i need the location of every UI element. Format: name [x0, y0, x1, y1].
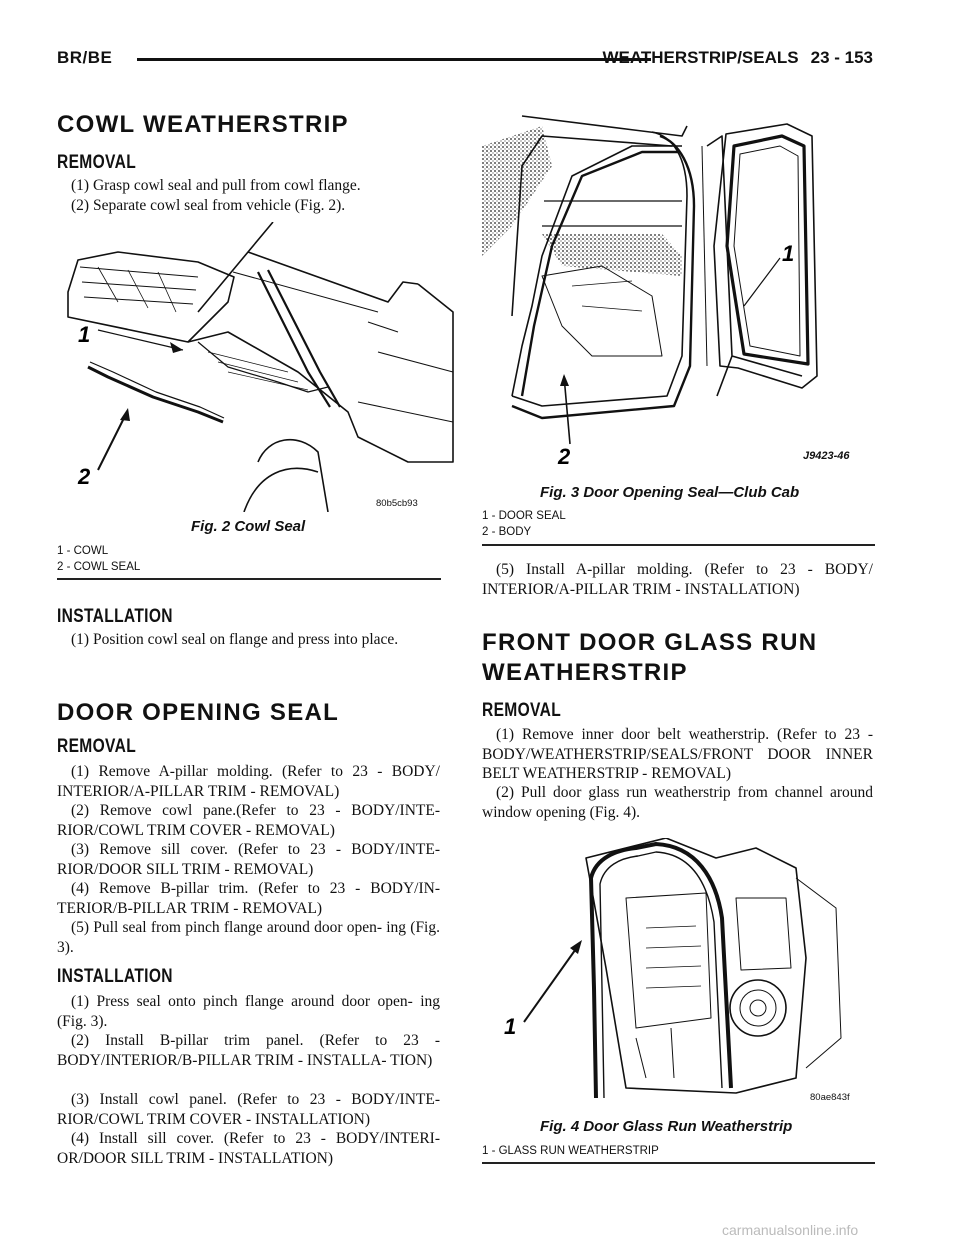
cowl-removal-step-2: (2) Separate cowl seal from vehicle (Fig. 2).: [71, 197, 346, 214]
model-code: BR/BE: [57, 48, 113, 67]
door-removal-step-3: (3) Remove sill cover. (Refer to 23 - BODY/INTE- RIOR/DOOR SILL TRIM - REMOVAL): [57, 841, 440, 878]
glass-run-title-line-2: WEATHERSTRIP: [482, 659, 688, 686]
fig3-code: J9423-46: [803, 450, 850, 462]
cowl-title: COWL WEATHERSTRIP: [57, 111, 349, 138]
header-rule: [137, 58, 651, 61]
door-removal-step-5: (5) Pull seal from pinch flange around door open- ing (Fig. 3).: [57, 919, 440, 956]
fig3-callout-2: 2: [558, 444, 571, 469]
door-removal-step-4: (4) Remove B-pillar trim. (Refer to 23 - BODY/IN- TERIOR/B-PILLAR TRIM - REMOVAL): [57, 880, 440, 917]
door-installation-heading: INSTALLATION: [57, 966, 173, 987]
cowl-installation-heading: INSTALLATION: [57, 606, 173, 627]
fig2-legend-1: 1 - COWL: [57, 545, 109, 557]
glass-run-weatherstrip-illustration: [496, 838, 876, 1100]
fig3-legend-2: 2 - BODY: [482, 526, 532, 538]
door-installation-step-5: (5) Install A-pillar molding. (Refer to 23 - BODY/ INTERIOR/A-PILLAR TRIM - INSTALLATION): [482, 561, 873, 598]
door-opening-seal-illustration: [482, 106, 874, 470]
watermark: carmanualsonline.info: [722, 1222, 859, 1238]
door-removal-step-2: (2) Remove cowl pane.(Refer to 23 - BODY/INTE- RIOR/COWL TRIM COVER - REMOVAL): [57, 802, 440, 839]
cowl-seal-illustration: [58, 222, 458, 512]
fig2-caption: Fig. 2 Cowl Seal: [191, 518, 306, 535]
cowl-removal-step-1: (1) Grasp cowl seal and pull from cowl flange.: [71, 177, 361, 194]
fig4-legend-1: 1 - GLASS RUN WEATHERSTRIP: [482, 1145, 659, 1157]
cowl-installation-step-1: (1) Position cowl seal on flange and press into place.: [71, 631, 399, 648]
fig3-rule: [482, 544, 875, 546]
page-number: 23 - 153: [810, 48, 873, 67]
section-name: WEATHERSTRIP/SEALS: [602, 48, 799, 67]
glass-run-removal-heading: REMOVAL: [482, 700, 562, 721]
fig4-callout-1: 1: [504, 1014, 517, 1039]
fig3-caption: Fig. 3 Door Opening Seal—Club Cab: [540, 484, 800, 501]
fig3-legend-1: 1 - DOOR SEAL: [482, 510, 566, 522]
fig2-legend-2: 2 - COWL SEAL: [57, 561, 141, 573]
door-opening-title: DOOR OPENING SEAL: [57, 699, 340, 726]
door-installation-step-3: (3) Install cowl panel. (Refer to 23 - BODY/INTE- RIOR/COWL TRIM COVER - INSTALLATION): [57, 1091, 440, 1128]
glass-run-title-line-1: FRONT DOOR GLASS RUN: [482, 629, 818, 656]
page-header: [57, 44, 873, 74]
door-removal-step-1: (1) Remove A-pillar molding. (Refer to 23 - BODY/ INTERIOR/A-PILLAR TRIM - REMOVAL): [57, 763, 440, 800]
fig4-rule: [482, 1162, 875, 1164]
glass-run-removal-step-1: (1) Remove inner door belt weatherstrip. (Refer to 23 - BODY/WEATHERSTRIP/SEALS/FRONT DOOR INNER BELT WEATHERSTRIP - REMOVAL): [482, 726, 873, 782]
fig3-callout-1: 1: [782, 241, 795, 266]
fig2-callout-2: 2: [78, 464, 91, 489]
door-installation-step-1: (1) Press seal onto pinch flange around door open- ing (Fig. 3).: [57, 993, 440, 1030]
glass-run-removal-step-2: (2) Pull door glass run weatherstrip from channel around window opening (Fig. 4).: [482, 784, 873, 821]
door-installation-step-4: (4) Install sill cover. (Refer to 23 - BODY/INTERI- OR/DOOR SILL TRIM - INSTALLATION): [57, 1130, 440, 1167]
fig2-callout-1: 1: [78, 322, 91, 347]
fig4-caption: Fig. 4 Door Glass Run Weatherstrip: [540, 1118, 793, 1135]
header-right: [590, 48, 873, 68]
fig2-rule: [57, 578, 441, 580]
door-installation-step-2: (2) Install B-pillar trim panel. (Refer to 23 - BODY/INTERIOR/B-PILLAR TRIM - INSTALLA- TION): [57, 1032, 440, 1069]
fig2-code: 80b5cb93: [376, 498, 418, 509]
door-removal-heading: REMOVAL: [57, 736, 137, 757]
fig4-code: 80ae843f: [810, 1092, 850, 1103]
cowl-removal-heading: REMOVAL: [57, 152, 137, 173]
